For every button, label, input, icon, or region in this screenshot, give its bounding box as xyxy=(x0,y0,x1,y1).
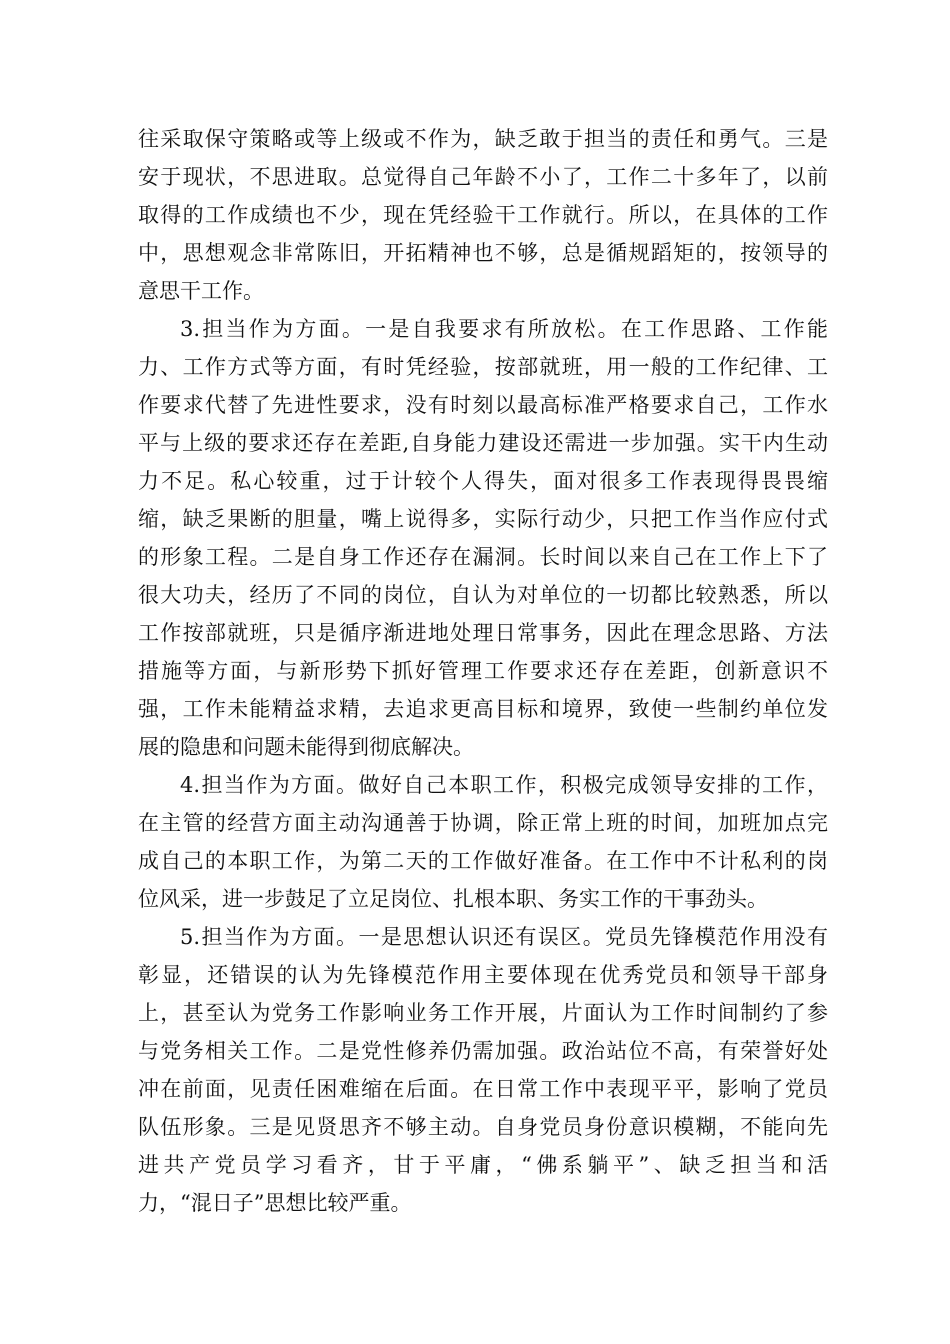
text-line: 强，工作未能精益求精，去追求更高目标和境界，致使一些制约单位发 xyxy=(138,697,828,721)
text-line: 取得的工作成绩也不少，现在凭经验干工作就行。所以，在具体的工作 xyxy=(138,203,828,227)
paragraph-2 xyxy=(138,310,828,766)
text-line: 冲在前面，见责任困难缩在后面。在日常工作中表现平平，影响了党员 xyxy=(138,1077,828,1101)
text-line: 5.担当作为方面。一是思想认识还有误区。党员先锋模范作用没有 xyxy=(180,925,828,949)
text-line: 很大功夫，经历了不同的岗位，自认为对单位的一切都比较熟悉，所以 xyxy=(138,583,828,607)
text-line: 力，“混日子”思想比较严重。 xyxy=(138,1191,412,1215)
text-line: 工作按部就班，只是循序渐进地处理日常事务，因此在理念思路、方法 xyxy=(138,621,828,645)
text-line: 位风采，进一步鼓足了立足岗位、扎根本职、务实工作的干事劲头。 xyxy=(138,887,768,911)
text-line: 展的隐患和问题未能得到彻底解决。 xyxy=(138,735,474,759)
text-line: 4.担当作为方面。做好自己本职工作，积极完成领导安排的工作， xyxy=(180,773,828,797)
paragraph-4 xyxy=(138,918,828,1222)
document-body xyxy=(138,120,828,1222)
text-line: 与党务相关工作。二是党性修养仍需加强。政治站位不高，有荣誉好处 xyxy=(138,1039,828,1063)
text-line: 平与上级的要求还存在差距,自身能力建设还需进一步加强。实干内生动 xyxy=(138,431,828,455)
paragraph-1 xyxy=(138,120,828,310)
text-line: 安于现状，不思进取。总觉得自己年龄不小了，工作二十多年了，以前 xyxy=(138,165,828,189)
text-line: 意思干工作。 xyxy=(138,279,264,303)
text-line: 力、工作方式等方面，有时凭经验，按部就班，用一般的工作纪律、工 xyxy=(138,355,828,379)
text-line: 力不足。私心较重，过于计较个人得失，面对很多工作表现得畏畏缩 xyxy=(138,469,828,493)
text-line: 上，甚至认为党务工作影响业务工作开展，片面认为工作时间制约了参 xyxy=(138,1001,828,1025)
text-line: 在主管的经营方面主动沟通善于协调，除正常上班的时间，加班加点完 xyxy=(138,811,828,835)
text-line: 缩，缺乏果断的胆量，嘴上说得多，实际行动少，只把工作当作应付式 xyxy=(138,507,828,531)
text-line: 彰显，还错误的认为先锋模范作用主要体现在优秀党员和领导干部身 xyxy=(138,963,828,987)
text-line: 3.担当作为方面。一是自我要求有所放松。在工作思路、工作能 xyxy=(180,317,828,341)
text-line: 进共产党员学习看齐，甘于平庸，“佛系躺平”、缺乏担当和活 xyxy=(138,1153,828,1177)
text-line: 往采取保守策略或等上级或不作为，缺乏敢于担当的责任和勇气。三是 xyxy=(138,127,828,151)
text-line: 成自己的本职工作，为第二天的工作做好准备。在工作中不计私利的岗 xyxy=(138,849,828,873)
text-line: 作要求代替了先进性要求，没有时刻以最高标准严格要求自己，工作水 xyxy=(138,393,828,417)
text-line: 措施等方面，与新形势下抓好管理工作要求还存在差距，创新意识不 xyxy=(138,659,828,683)
text-line: 的形象工程。二是自身工作还存在漏洞。长时间以来自己在工作上下了 xyxy=(138,545,828,569)
text-line: 中，思想观念非常陈旧，开拓精神也不够，总是循规蹈矩的，按领导的 xyxy=(138,241,828,265)
text-line: 队伍形象。三是见贤思齐不够主动。自身党员身份意识模糊，不能向先 xyxy=(138,1115,828,1139)
paragraph-3 xyxy=(138,766,828,918)
